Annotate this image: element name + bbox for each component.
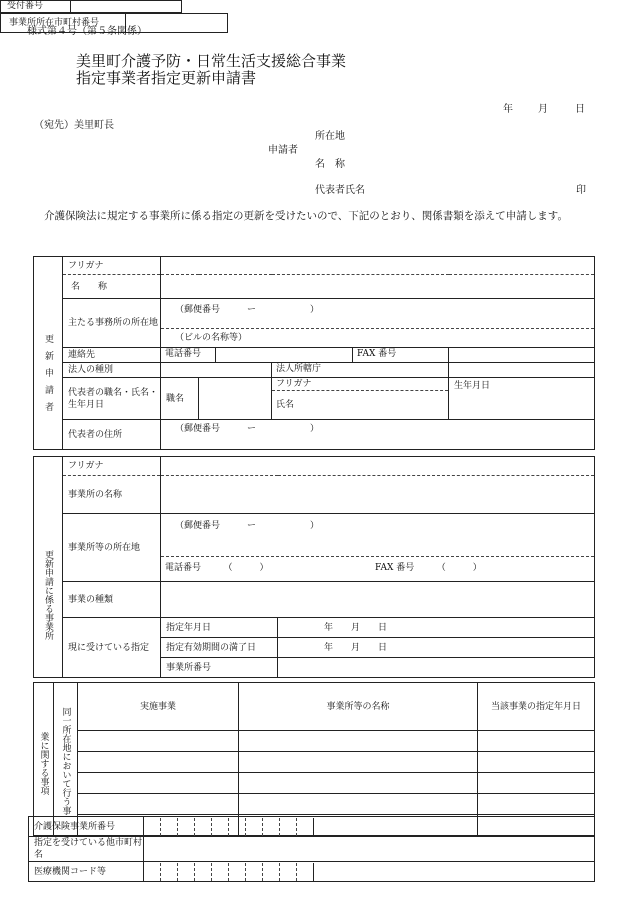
- col-office-header: 事業所等の名称: [239, 683, 478, 731]
- section3-inner-label: 同一所在地において行う事: [54, 683, 78, 836]
- office-location-postal: （郵便番号 ー ）: [161, 514, 594, 557]
- date-cell[interactable]: [478, 731, 595, 752]
- col-business-header: 実施事業: [78, 683, 239, 731]
- medical-code-label: 医療機関コード等: [29, 862, 144, 882]
- contact-label: 連絡先: [63, 348, 161, 363]
- corp-type-label: 法人の種別: [63, 363, 161, 378]
- business-cell[interactable]: [78, 773, 239, 794]
- date-cell[interactable]: [478, 773, 595, 794]
- office-location-label: 事業所等の所在地: [63, 514, 161, 582]
- tel-label: 電話番号: [161, 348, 216, 362]
- other-cities-label: 指定を受けている他市町村名: [29, 837, 144, 862]
- rep-furigana-label: フリガナ: [272, 378, 448, 391]
- reception-number-label: 受付番号: [1, 1, 71, 12]
- office-tel: 電話番号 （ ）: [165, 563, 269, 573]
- office-location-field[interactable]: [161, 514, 595, 582]
- date-cell[interactable]: [478, 752, 595, 773]
- office-cell[interactable]: [239, 794, 478, 815]
- expiry-label: 指定有効期間の満了日: [161, 638, 278, 658]
- office-name-field[interactable]: [161, 476, 595, 514]
- office-number-field[interactable]: [278, 658, 595, 678]
- form-number: 様式第４号（第５条関係）: [27, 26, 147, 37]
- applicant-rep-label: 代表者氏名: [315, 185, 365, 196]
- medical-code-field[interactable]: [144, 862, 595, 882]
- insurance-number-digits: [144, 818, 314, 836]
- business-cell[interactable]: [78, 731, 239, 752]
- seal-mark: 印: [576, 185, 586, 196]
- rep-address-label: 代表者の住所: [63, 420, 161, 450]
- other-cities-field[interactable]: [144, 837, 595, 862]
- office-fax: FAX 番号 （ ）: [375, 563, 482, 573]
- corp-type-cell: [161, 363, 449, 378]
- position-label: 職名: [161, 378, 199, 420]
- office-cell[interactable]: [239, 773, 478, 794]
- office-address-field[interactable]: [161, 299, 595, 348]
- business-cell[interactable]: [78, 752, 239, 773]
- name-field[interactable]: [161, 275, 595, 299]
- office-postal: （郵便番号 ー ）: [161, 299, 594, 329]
- business-type-field[interactable]: [161, 582, 595, 618]
- designation-date-field[interactable]: 年 月 日: [278, 618, 595, 638]
- business-type-label: 事業の種類: [63, 582, 161, 618]
- authority-field[interactable]: [449, 363, 595, 378]
- authority-label: 法人所轄庁: [276, 364, 322, 374]
- tel-field[interactable]: [216, 348, 353, 362]
- rep-name-cell: [272, 378, 449, 420]
- title-line-1: 美里町介護予防・日常生活支援総合事業: [76, 52, 347, 70]
- fax-field[interactable]: [449, 348, 595, 363]
- designation-date-label: 指定年月日: [161, 618, 278, 638]
- office-furigana-field[interactable]: [161, 457, 595, 476]
- medical-code-digits: [144, 863, 314, 881]
- addressee: （宛先）美里町長: [34, 120, 114, 131]
- footer-table: [28, 816, 595, 882]
- title-line-2: 指定事業者指定更新申請書: [76, 69, 257, 87]
- applicant-location-label: 所在地: [315, 131, 345, 142]
- position-field[interactable]: [199, 378, 272, 420]
- office-furigana-label: フリガナ: [63, 457, 161, 476]
- applicant-label: 申請者: [268, 145, 298, 156]
- office-cell[interactable]: [239, 731, 478, 752]
- section2-vertical-label: 更新申請に係る事業所: [34, 457, 63, 678]
- col-date-header: 当該事業の指定年月日: [478, 683, 595, 731]
- rep-postal: （郵便番号 ー ）: [175, 424, 320, 434]
- date-cell[interactable]: [478, 794, 595, 815]
- office-cell[interactable]: [239, 752, 478, 773]
- office-name-label: 事業所の名称: [63, 476, 161, 514]
- reception-number-box: [0, 0, 182, 13]
- furigana-label: フリガナ: [63, 257, 161, 275]
- rep-name-label: 氏名: [276, 400, 295, 410]
- same-location-table: [33, 682, 595, 836]
- current-designation-label: 現に受けている指定: [63, 618, 161, 678]
- contact-tel-cell: [161, 348, 449, 363]
- fax-label: FAX 番号: [357, 349, 397, 359]
- applicant-name-label: 名 称: [315, 159, 345, 170]
- office-address-label: 主たる事務所の所在地: [63, 299, 161, 348]
- business-cell[interactable]: [78, 794, 239, 815]
- applicant-table: [33, 256, 595, 450]
- birth-label: 生年月日: [449, 378, 595, 420]
- rep-title-label: 代表者の職名・氏名・生年月日: [63, 378, 161, 420]
- date-day: 日: [575, 104, 585, 115]
- corp-type-field[interactable]: [161, 363, 272, 377]
- office-number-label: 事業所番号: [161, 658, 278, 678]
- insurance-number-label: 介護保険事業所番号: [29, 817, 144, 837]
- expiry-field[interactable]: 年 月 日: [278, 638, 595, 658]
- date-year: 年: [503, 104, 513, 115]
- rep-address-field[interactable]: [161, 420, 595, 450]
- office-table: [33, 456, 595, 678]
- section3-outer-label: 業に関する事項: [34, 683, 54, 836]
- section1-vertical-label: 更新申請者: [34, 257, 63, 450]
- city-code-label: 事業所所在市町村番号: [1, 14, 126, 32]
- name-label: 名 称: [63, 275, 161, 299]
- date-month: 月: [538, 104, 548, 115]
- form-title: [76, 53, 346, 87]
- insurance-number-field[interactable]: [144, 817, 595, 837]
- furigana-field[interactable]: [161, 257, 595, 275]
- office-building: （ビルの名称等）: [175, 333, 248, 343]
- intro-text: 介護保険法に規定する事業所に係る指定の更新を受けたいので、下記のとおり、関係書類を添えて申請します。: [44, 210, 568, 222]
